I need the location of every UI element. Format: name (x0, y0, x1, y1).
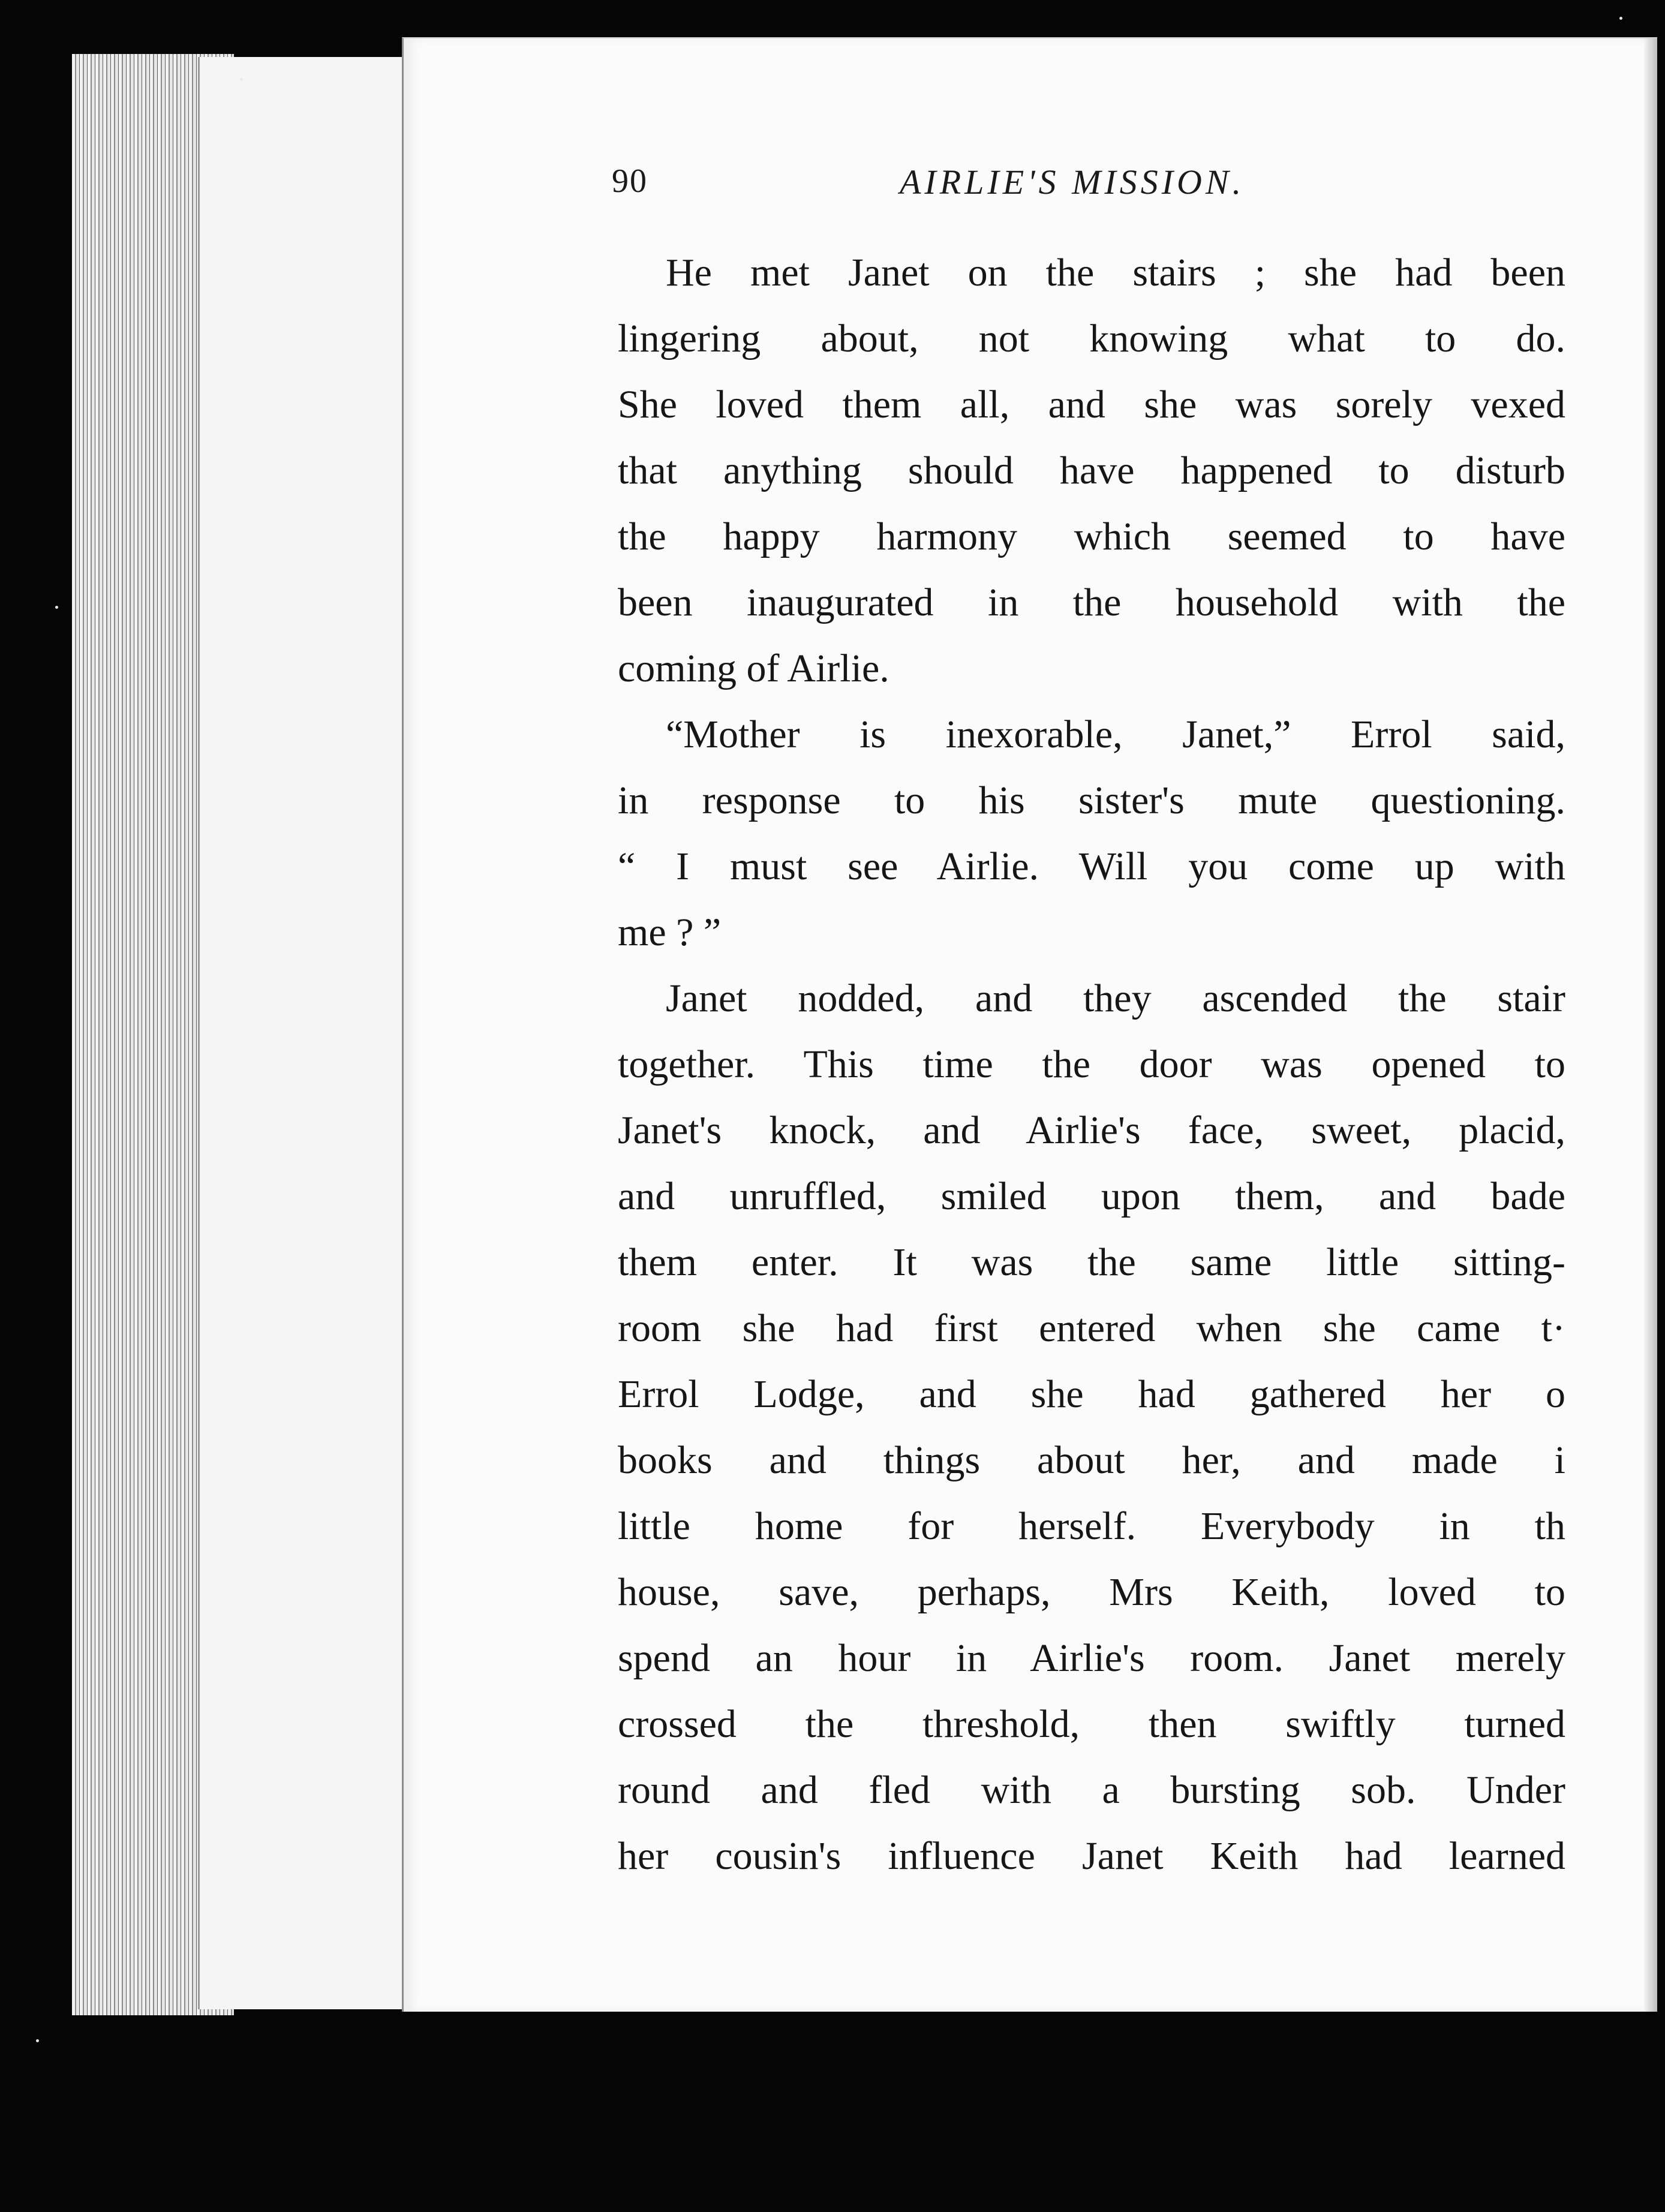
text-line: Janet nodded, and they ascended the stair (666, 976, 1565, 1020)
dust-speck (240, 78, 243, 81)
text-line: round and fled with a bursting sob. Under (618, 1768, 1565, 1812)
page-number: 90 (612, 163, 648, 200)
running-header (612, 162, 1320, 216)
dust-speck (55, 606, 58, 609)
text-line: crossed the threshold, then swiftly turned (618, 1702, 1565, 1746)
running-title: AIRLIE'S MISSION. (900, 163, 1245, 202)
text-line: in response to his sister's mute questioning. (618, 779, 1565, 822)
text-line: house, save, perhaps, Mrs Keith, loved to (618, 1570, 1565, 1614)
text-line: She loved them all, and she was sorely vexed (618, 383, 1565, 426)
text-line: He met Janet on the stairs ; she had been (666, 251, 1565, 294)
dust-speck (1619, 17, 1622, 20)
text-line: that anything should have happened to disturb (618, 449, 1565, 492)
page-right-edge (1644, 38, 1657, 2012)
text-line: lingering about, not knowing what to do. (618, 317, 1565, 360)
underlying-page (198, 57, 422, 2009)
text-line: books and things about her, and made i (618, 1438, 1565, 1482)
text-line: together. This time the door was opened to (618, 1042, 1565, 1086)
text-line: Janet's knock, and Airlie's face, sweet, placid, (618, 1108, 1565, 1152)
text-line: spend an hour in Airlie's room. Janet merely (618, 1636, 1565, 1680)
text-line: “ I must see Airlie. Will you come up with (618, 844, 1565, 888)
body-text (618, 240, 1565, 1889)
text-line: been inaugurated in the household with the (618, 581, 1565, 624)
text-line: little home for herself. Everybody in th (618, 1504, 1565, 1548)
text-line: room she had first entered when she came t· (618, 1306, 1565, 1350)
dust-speck (36, 2039, 39, 2042)
text-line: coming of Airlie. (618, 647, 889, 690)
text-line: them enter. It was the same little sitting- (618, 1240, 1565, 1284)
text-line: “Mother is inexorable, Janet,” Errol said, (666, 713, 1565, 756)
text-line: me ? ” (618, 910, 722, 954)
text-line: her cousin's influence Janet Keith had learned (618, 1834, 1565, 1878)
text-line: the happy harmony which seemed to have (618, 515, 1565, 558)
text-line: Errol Lodge, and she had gathered her o (618, 1372, 1565, 1416)
text-line: and unruffled, smiled upon them, and bade (618, 1174, 1565, 1218)
